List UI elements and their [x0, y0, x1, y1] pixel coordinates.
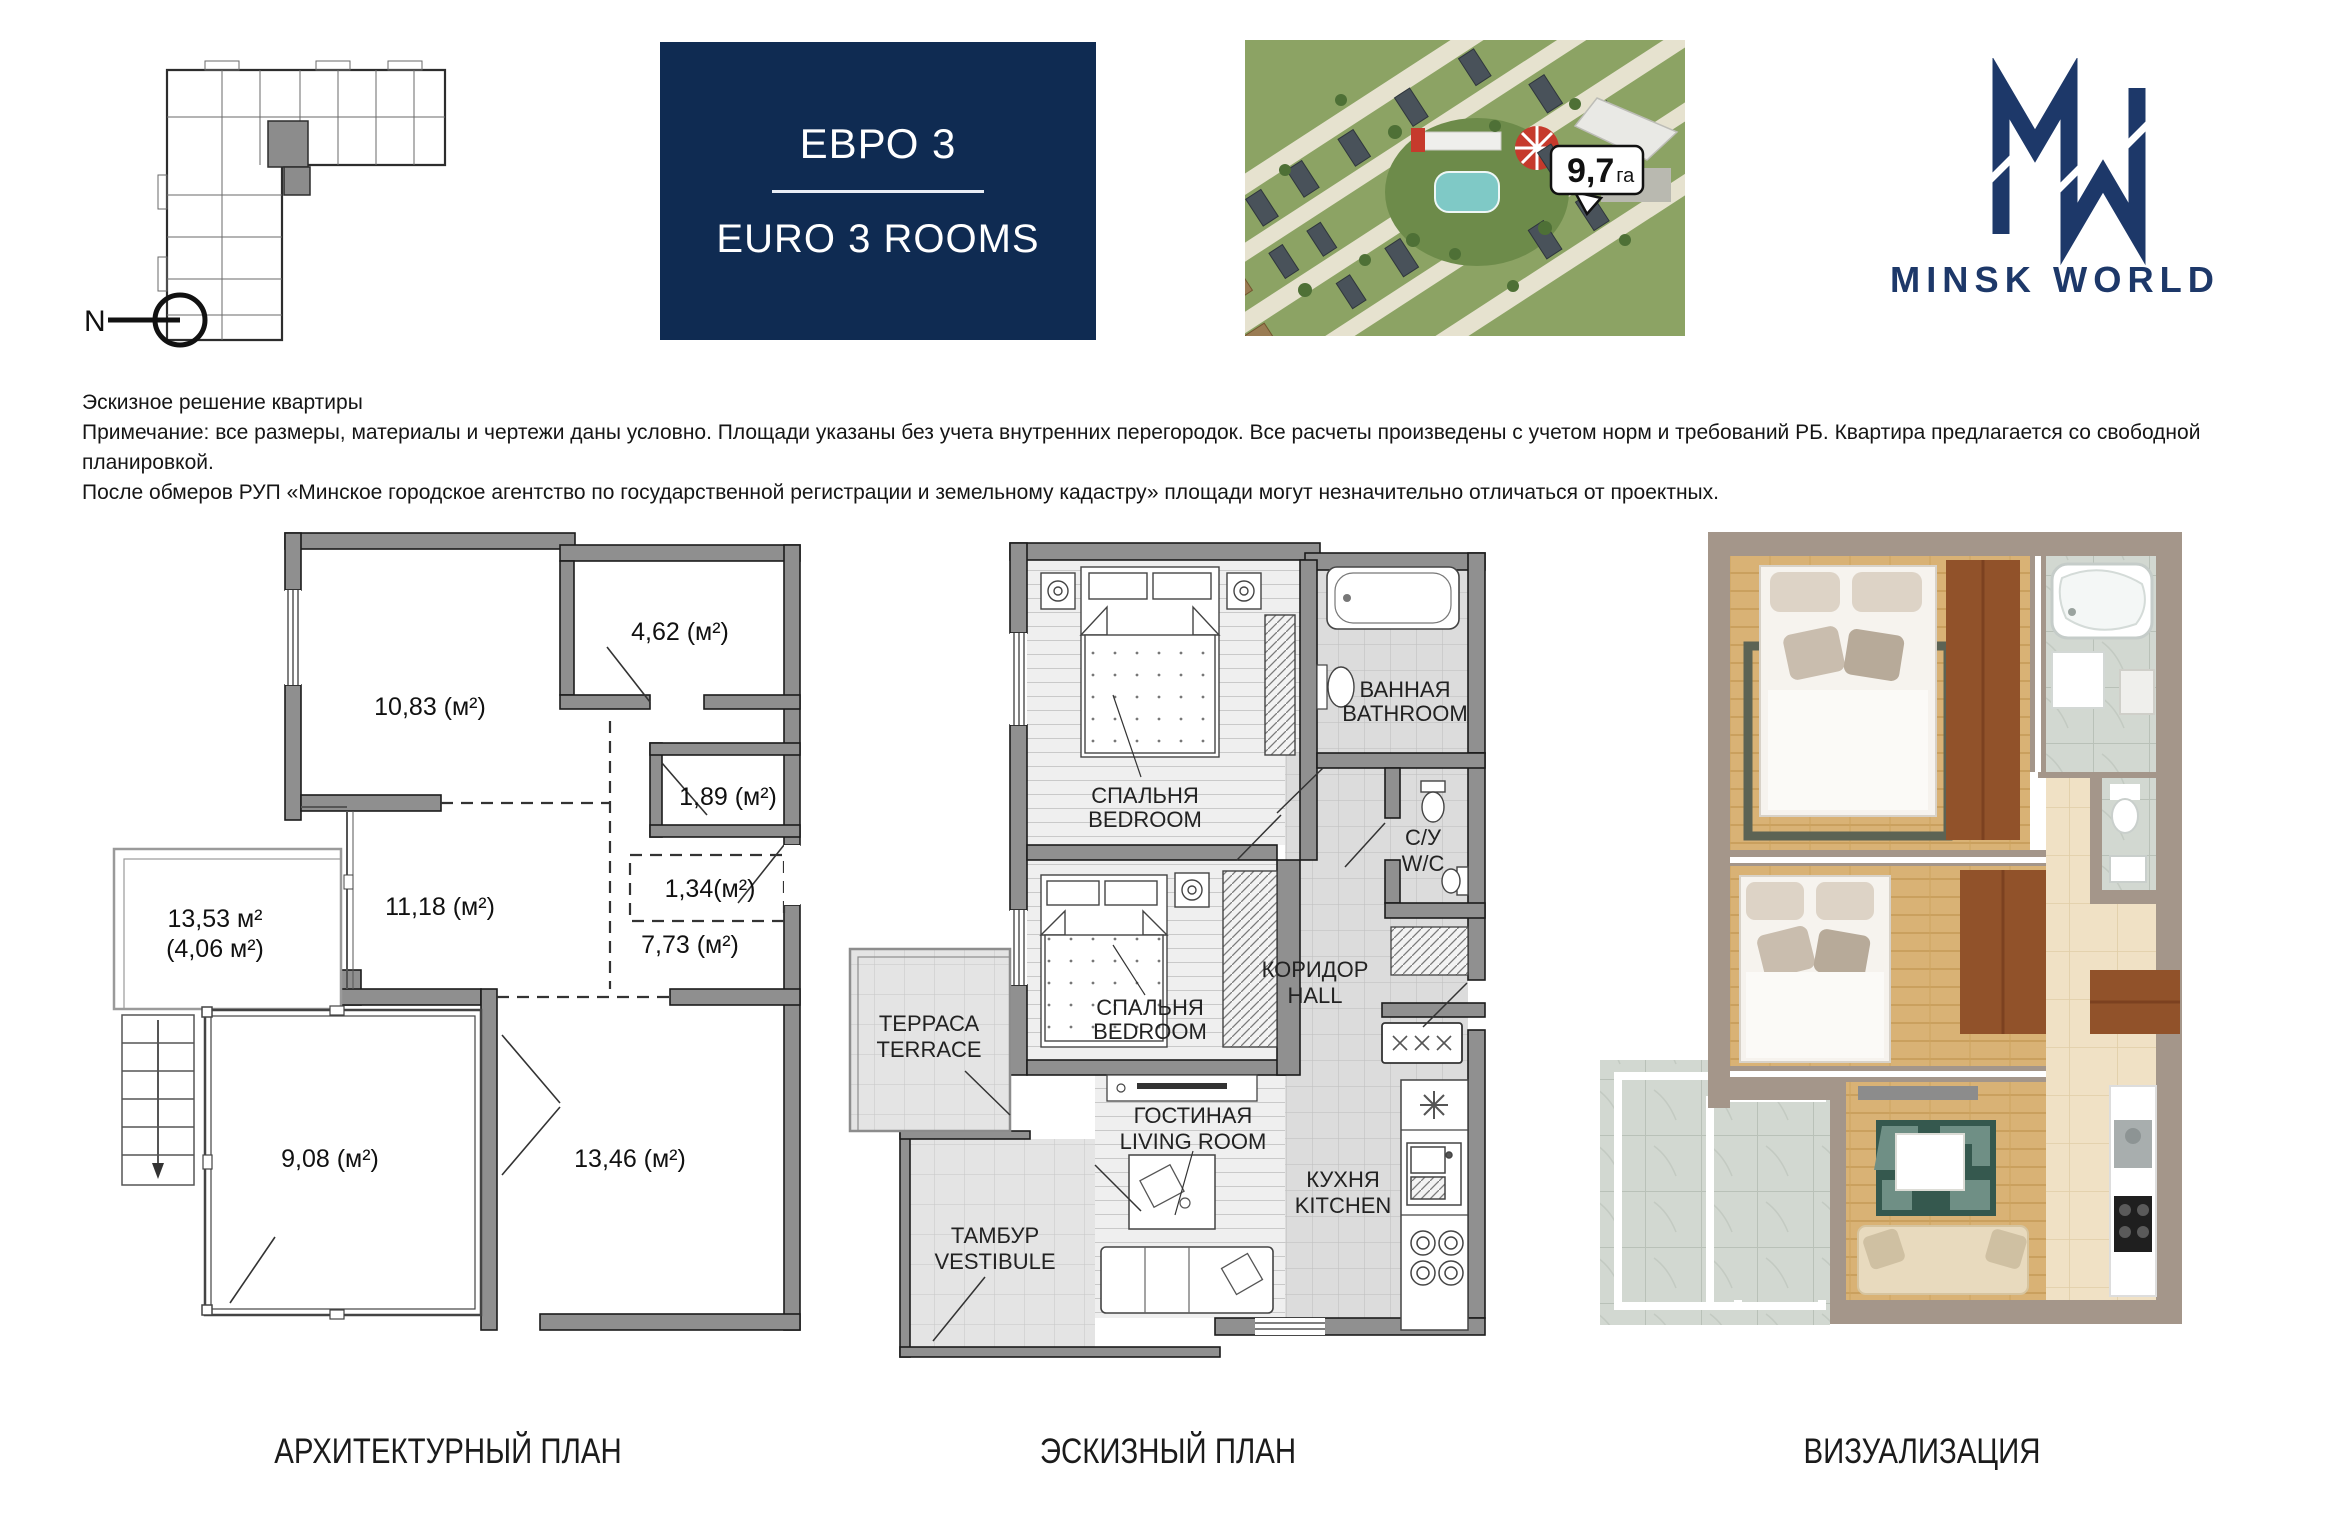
area-terrace-total: 13,53 м²	[167, 905, 263, 933]
card-divider	[772, 190, 984, 193]
label-terrace-ru: ТЕРРАСА	[878, 1011, 980, 1036]
caption-architectural-plan: АРХИТЕКТУРНЫЙ ПЛАН	[274, 1432, 622, 1471]
label-living-ru: ГОСТИНАЯ	[1133, 1103, 1253, 1128]
label-wc-ru: С/У	[1405, 825, 1441, 850]
viz-living-room	[1846, 1082, 2046, 1300]
label-vestibule-ru: ТАМБУР	[950, 1223, 1040, 1248]
sketch-sofa	[1101, 1247, 1273, 1313]
viz-bedroom1	[1730, 556, 2030, 850]
area-room-13-46: 13,46 (м²)	[574, 1145, 686, 1173]
area-terrace-coeff: (4,06 м²)	[166, 935, 264, 963]
label-vestibule-en: VESTIBULE	[934, 1249, 1056, 1274]
mw-monogram-icon	[2001, 88, 2137, 234]
viz-vestibule	[1730, 1102, 1830, 1300]
building-outline	[167, 70, 445, 340]
sketch-shoe-bench	[1382, 1023, 1462, 1063]
viz-wc	[2102, 778, 2156, 890]
area-badge-unit: га	[1616, 165, 1635, 187]
sketch-tv-unit	[1107, 1075, 1257, 1101]
unit-type-card	[660, 42, 1096, 340]
sketch-hall-wardrobe	[1391, 927, 1468, 975]
area-badge-value: 9,7	[1567, 152, 1615, 190]
unit-title-en: EURO 3 ROOMS	[716, 217, 1040, 261]
label-wc-en: W/C	[1401, 851, 1445, 876]
label-bedroom2-en: BEDROOM	[1093, 1019, 1207, 1044]
disclaimer-line1: Эскизное решение квартиры	[82, 391, 363, 414]
arch-balcony-door-gap	[784, 845, 800, 905]
masterplan-aerial-image	[1245, 40, 1685, 336]
area-room-11-18: 11,18 (м²)	[385, 893, 495, 921]
arch-area-labels	[166, 618, 777, 1173]
sketch-kitchen-counter	[1401, 1080, 1468, 1330]
brand-logo	[1872, 58, 2238, 320]
area-room-9-08: 9,08 (м²)	[281, 1145, 379, 1173]
fridge-snowflake-icon	[1420, 1091, 1448, 1119]
sketch-wc-sink	[1442, 867, 1468, 895]
sketch-plan	[845, 515, 1535, 1410]
label-living-en: LIVING ROOM	[1119, 1129, 1267, 1154]
viz-bathroom	[2046, 556, 2156, 772]
highlighted-unit	[268, 121, 310, 195]
area-room-4-62: 4,62 (м²)	[631, 618, 729, 646]
label-bedroom1-ru: СПАЛЬНЯ	[1091, 783, 1199, 808]
unit-title-ru: ЕВРО 3	[799, 120, 957, 167]
building-inner-walls	[158, 61, 445, 340]
label-bathroom-en: BATHROOM	[1342, 701, 1468, 726]
area-room-1-34: 1,34(м²)	[664, 875, 756, 903]
arch-stairs	[122, 1015, 194, 1185]
sketch-toilet	[1421, 781, 1445, 822]
sketch-bathtub	[1327, 567, 1459, 629]
disclaimer-block	[82, 388, 2302, 508]
sketch-coffee-table	[1129, 1155, 1215, 1229]
label-kitchen-ru: КУХНЯ	[1306, 1167, 1380, 1192]
viz-kitchen	[2046, 1078, 2156, 1300]
label-kitchen-en: KITCHEN	[1294, 1193, 1392, 1218]
caption-sketch-plan: ЭСКИЗНЫЙ ПЛАН	[1039, 1432, 1297, 1471]
area-room-1-89: 1,89 (м²)	[679, 783, 777, 811]
area-room-10-83: 10,83 (м²)	[374, 693, 486, 721]
brand-name: MINSK WORLD	[1890, 259, 2220, 300]
label-terrace-en: TERRACE	[876, 1037, 982, 1062]
disclaimer-line3: После обмеров РУП «Минское городское агентство по государственной регистрации и земельному кадастру» площади могут незначительно отличаться от проектных.	[82, 481, 1719, 504]
north-arrow-icon	[84, 295, 205, 345]
building-locator-mini-plan	[70, 25, 480, 355]
caption-visualization: ВИЗУАЛИЗАЦИЯ	[1803, 1432, 2041, 1471]
disclaimer-line2: Примечание: все размеры, материалы и чертежи даны условно. Площади указаны без учета внутренних перегородок. Все расчеты произведены с учетом норм и требований РБ. Квартира предлагается со свободной планировкой.	[82, 421, 2201, 474]
architectural-plan	[110, 515, 820, 1410]
label-hall-en: HALL	[1287, 983, 1343, 1008]
viz-bedroom2	[1730, 866, 2046, 1066]
label-hall-ru: КОРИДОР	[1261, 957, 1369, 982]
visualization-render	[1590, 520, 2295, 1400]
area-room-7-73: 7,73 (м²)	[641, 931, 739, 959]
label-bedroom2-ru: СПАЛЬНЯ	[1096, 995, 1204, 1020]
brand-logo-graphic	[1872, 58, 2238, 320]
north-label: N	[84, 305, 106, 338]
label-bedroom1-en: BEDROOM	[1088, 807, 1202, 832]
label-bathroom-ru: ВАННАЯ	[1359, 677, 1451, 702]
